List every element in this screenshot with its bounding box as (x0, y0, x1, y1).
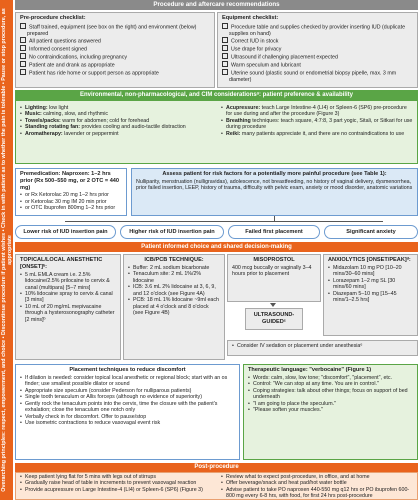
equipment-checklist (217, 12, 418, 88)
principles-banner-text: Overarching principles: respect, empowerment, and choice • Discontinue procedure if patient wishes • Check in with patient as to whether the pain is tolerable • Pause or stop procedure, as appropriate (1, 8, 13, 492)
anxiolytic-item: • Midazolam 10 mg PO [10–20 mins/30–60 mins] (328, 265, 413, 278)
pill-higher-risk: Higher risk of IUD insertion pain (120, 225, 224, 239)
icb-title: ICB/PCB TECHNIQUE: (144, 257, 204, 263)
environment-item-text: many patients appreciate it, and there are no contraindications to use (240, 130, 405, 137)
risk-title: Assess patient for risk factors for a potentially more painful procedure (see Table 1): (162, 171, 387, 177)
checklist-item: Ultrasound if challenging placement expected (222, 53, 413, 61)
checklist-item: Uterine sound (plastic sound or endometrial biopsy pipelle, max. 3 mm diameter) (222, 69, 413, 83)
environment-item-label: Standing rotating fan: (25, 124, 81, 131)
placement-item: • Gently rock the tenaculum points into the cervix, time the closure with the patient's exhalation; close the tenaculum one notch only (20, 401, 235, 414)
therapeutic-item: • Coping strategies: talk about other things; focus on support of bed underneath (248, 388, 413, 401)
placement-item: • Verbally check in for discomfort. Offer to pause/stop (20, 414, 235, 420)
therapeutic-item: • "Please soften your muscles." (248, 407, 413, 413)
equipment-checklist-title: Equipment checklist: (222, 15, 279, 21)
pill-lower-risk: Lower risk of IUD insertion pain (15, 225, 116, 239)
environment-item-label: Breathing (226, 117, 251, 124)
icb-pcb-box (123, 254, 225, 360)
post-item: • Provide acupressure on Large Intestine-4 (LI4) or Spleen-6 (SP6) (Figure 3) (20, 487, 210, 493)
checklist-item: Patient ate and drank as appropriate (20, 61, 210, 69)
ultrasound-box (245, 308, 303, 330)
icb-item: • Tenaculum site: 2 mL 1%/2% lidocaine (128, 271, 220, 284)
principles-banner (0, 0, 13, 500)
placement-item: • Single tooth tenaculum or Allis forceps (although no evidence of superiority) (20, 394, 235, 400)
placement-item: • If dilation is needed: consider topical local anesthetic or regional block; start with an os finder; use smallest possible dilator or sound (20, 375, 235, 388)
placement-item: • Use isometric contractions to reduce vasovagal event risk (20, 420, 235, 426)
topical-item: • 5 mL EMLA cream i.e. 2.5% lidocaine/2.5% prilocaine to cervix & canal (multipara) [5–7 mins] (20, 272, 116, 291)
post-item: • Gradually raise head of table in increments to prevent vasovagal reaction (20, 480, 210, 486)
environment-item (221, 131, 413, 137)
topical-item: • 10 mL of 20 mg/mL mepivacaine through a hysterosonography catheter [2 mins]ᵇ (20, 304, 116, 323)
misoprostol-box (227, 254, 321, 302)
environment-item-label: Music: (25, 111, 42, 118)
checklist-item: Staff trained, equipment (see box on the right) and environment (below) prepared (20, 23, 210, 37)
pre-checklist-title: Pre-procedure checklist: (20, 15, 86, 21)
ultrasound-title: ULTRASOUND-GUIDEDᶜ (253, 311, 295, 325)
environment-item-text: calming, slow, and rhythmic (41, 111, 109, 118)
environment-item (221, 105, 413, 118)
pre-procedure-checklist (15, 12, 215, 88)
post-item: • Review what to expect post-procedure, in office, and at home (221, 474, 415, 480)
placement-item: • Appropriate size speculum (consider Pederson for nulliparous patients) (20, 388, 235, 394)
premedication-item: • or Rx Ketorolac 20 mg 1–2 hrs prior (20, 192, 122, 198)
therapeutic-item: • Control: "We can stop at any time. You are in control." (248, 381, 413, 387)
premedication-item: • or Ketorolac 30 mg IM 20 min prior (20, 199, 122, 205)
checklist-item: Informed consent signed (20, 45, 210, 53)
post-item: • Keep patient lying flat for 5 mins with legs out of stirrups (20, 474, 210, 480)
therapeutic-item: • Words: calm, slow, low tone; "discomfort", "placement", etc. (248, 375, 413, 381)
environment-box (15, 100, 418, 164)
checklist-item: Patient has ride home or support person as appropriate (20, 69, 210, 77)
procedure-header: Procedure and aftercare recommendations (15, 0, 418, 10)
environment-item-text: techniques: teach square, 4:7:8, 3 part yogic, Sitali, or Sitkari for use during procedure (226, 117, 413, 131)
misoprostol-title: MISOPROSTOL (253, 257, 295, 263)
environment-item-text: provides cooling and audio-tactile distraction (80, 124, 186, 131)
anxiolytic-item: • Diazepam 5–10 mg [15–45 mins/1–2.5 hrs] (328, 291, 413, 304)
therapeutic-title: Therapeutic language: "verbocaine" (Figure 1) (248, 367, 372, 373)
checklist-item: Use drape for privacy (222, 45, 413, 53)
placement-title: Placement techniques to reduce discomfort (69, 367, 186, 373)
environment-item (20, 131, 208, 137)
environment-item-text: warm for abdomen; cold for forehead (60, 117, 150, 124)
premedication-item: • or OTC Ibuprofen 800mg 1–2 hrs prior (20, 205, 122, 211)
risk-assessment-box (131, 168, 418, 216)
shared-decision-header: Patient informed choice and shared decision-making (15, 242, 418, 252)
checklist-item: Procedure table and supplies checked by provider inserting IUD (duplicate supplies on hand) (222, 23, 413, 37)
environment-item-label: Aromatherapy: (25, 130, 63, 137)
checklist-item: Warm speculum and lubricant (222, 61, 413, 69)
environment-header: Environmental, non-pharmacological, and CIM considerationsᵃ: patient preference & availability (15, 90, 418, 100)
checklist-item: All patient questions answered (20, 37, 210, 45)
icb-item: • Buffer: 2 mL sodium bicarbonate (128, 265, 220, 271)
therapeutic-language-box (243, 364, 418, 460)
environment-item-label: Reiki: (226, 130, 241, 137)
environment-item-text: lavender or peppermint (62, 130, 119, 137)
environment-item-text: low light (47, 105, 69, 111)
misoprostol-text: 400 mcg buccally or vaginally 3–4 hours prior to placement (232, 264, 312, 278)
environment-item-label: Acupressure: (226, 105, 261, 111)
premedication-box (15, 168, 127, 216)
post-procedure-box (15, 472, 418, 500)
anxiolytics-title: ANXIOLYTICS [ONSET/PEAK]ᵈ: (328, 257, 411, 263)
anxiolytics-box (323, 254, 418, 336)
pill-significant-anxiety: Significant anxiety (324, 225, 418, 239)
environment-item-text: teach Large Intestine-4 (LI4) or Spleen-6 (SP6) pre-procedure for use during and after the procedure (Figure 3) (226, 105, 407, 118)
topical-anesthetic-box (15, 254, 121, 360)
risk-factors: Nulliparity, menstruation (nulligravidas), adolescence, not breastfeeding, no history of vaginal delivery, dysmenorrhea, prior failed insertion, LEEP, history of trauma, difficulty with pelvic exam, anxiety or mood disorder, anatomic variations (136, 178, 413, 192)
icb-item: • PCB: 18 mL 1% lidocaine ~9ml each placed at 4 o'clock and 8 o'clock (see Figure 4B) (128, 297, 220, 316)
placement-techniques-box (15, 364, 240, 460)
pill-failed-placement: Failed first placement (228, 225, 320, 239)
therapeutic-item: • "I am going to place the speculum." (248, 401, 413, 407)
sedation-box (227, 340, 418, 356)
checklist-item: Correct IUD in stock (222, 37, 413, 45)
checklist-item: No contraindications, including pregnancy (20, 53, 210, 61)
icb-item: • ICB: 3.6 mL 2% lidocaine at 3, 6, 9, and 12 o'clock (see Figure 4A) (128, 284, 220, 297)
environment-item-label: Lighting: (25, 105, 48, 111)
premedication-title: Premedication: Naproxen: 1–2 hrs prior (Rx 500–550 mg, or 2 OTC = 440 mg) (20, 171, 120, 191)
sedation-text: • Consider IV sedation or placement under anesthesiaᵉ (232, 343, 413, 349)
post-procedure-header: Post-procedure (15, 463, 418, 472)
anxiolytic-item: • Lorazepam 1–2 mg SL [30 mins/60 mins] (328, 278, 413, 291)
environment-item-label: Towels/packs: (25, 117, 61, 124)
environment-item (221, 118, 413, 131)
post-item: • Offer beverage/snack and heat pad/hot water bottle (221, 480, 415, 486)
topical-title: TOPICAL/LOCAL ANESTHETIC [ONSET]ᵇ: (20, 257, 103, 270)
topical-item: • 10% lidocaine spray to cervix & canal [3 mins] (20, 291, 116, 304)
post-item: • Advise patient to take PO naproxen 440-550 mg q12 hrs or PO ibuprofen 600-800 mg every 6-8 hrs, with food, for first 24 hrs post-procedure (221, 487, 415, 500)
